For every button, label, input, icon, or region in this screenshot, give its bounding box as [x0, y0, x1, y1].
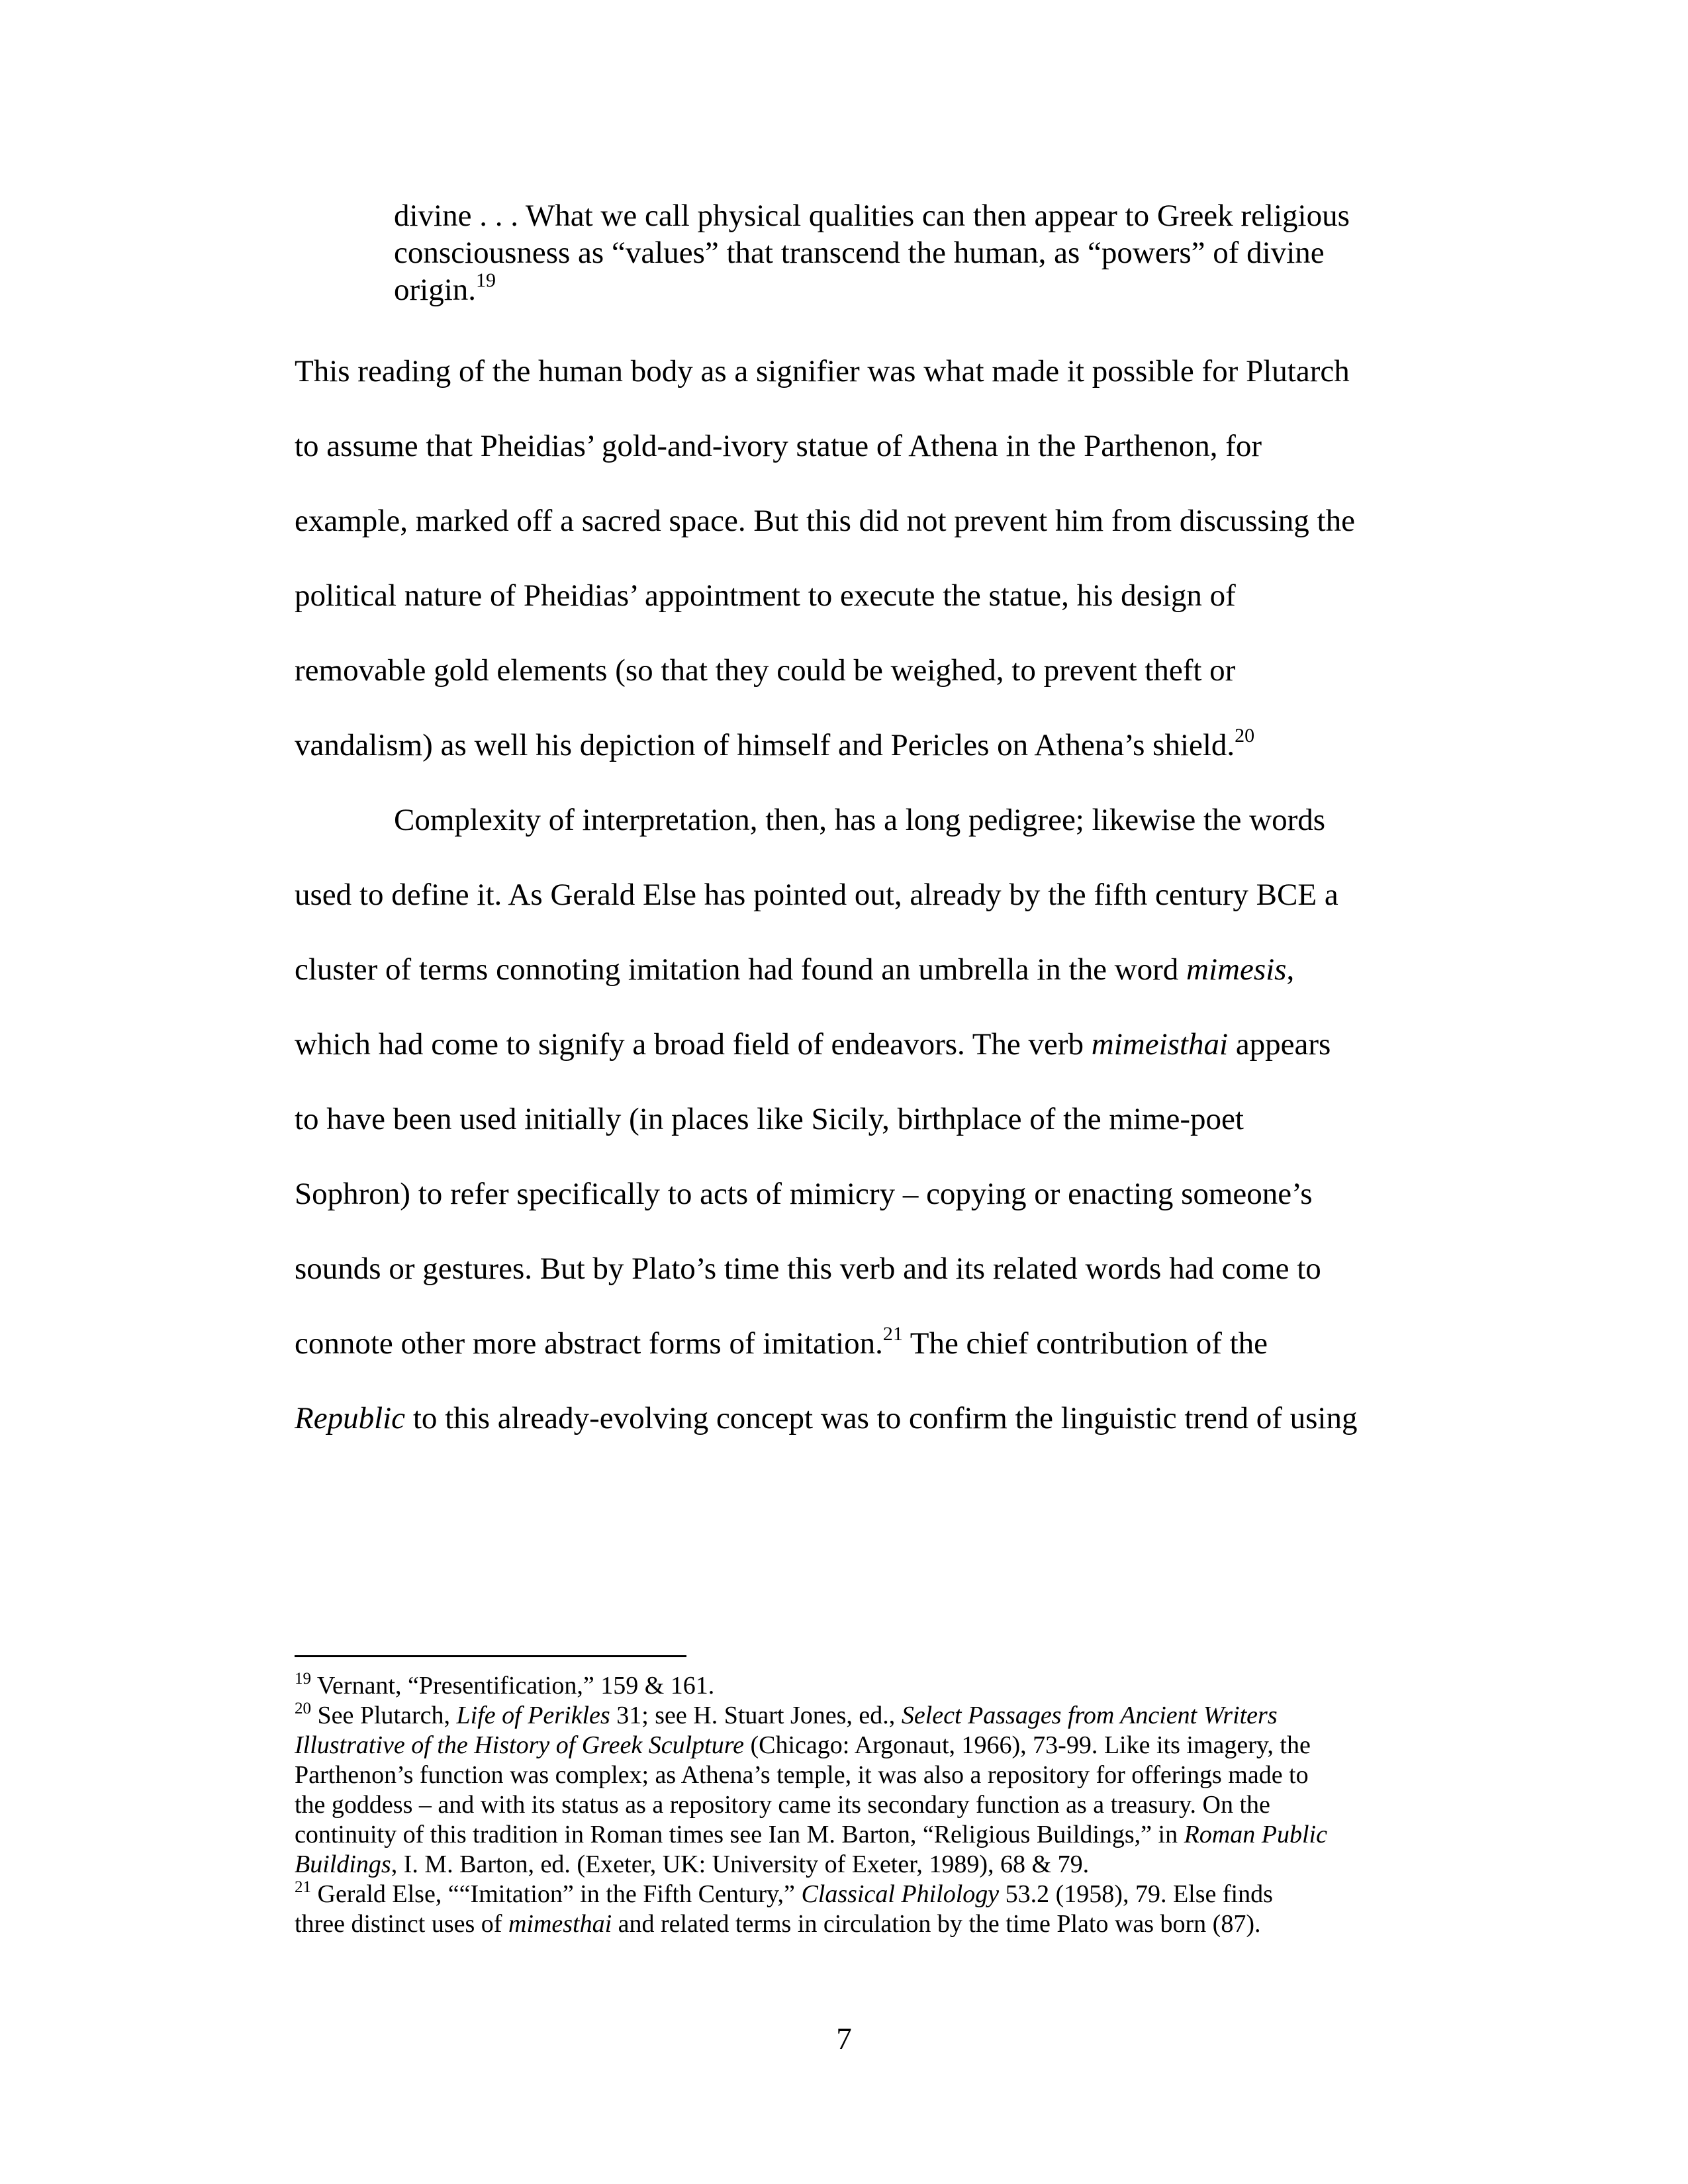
- text-line: [295, 933, 1433, 1007]
- quote-line: [394, 271, 1427, 308]
- footnote-line: [295, 1820, 1433, 1850]
- footnote-text: three distinct uses of: [295, 1910, 508, 1938]
- footnote-text: and related terms in circulation by the time Plato was born (87).: [612, 1910, 1261, 1938]
- footnote-line: [295, 1850, 1433, 1880]
- text-segment: which had come to signify a broad field of endeavors. The verb: [295, 1027, 1092, 1062]
- text-line: example, marked off a sacred space. But this did not prevent him from discussing the: [295, 504, 1355, 538]
- quote-line: consciousness as “values” that transcend the human, as “powers” of divine: [394, 236, 1325, 270]
- footnote-text: (Chicago: Argonaut, 1966), 73-99. Like its imagery, the: [743, 1731, 1311, 1759]
- footnote-20: [295, 1701, 1433, 1880]
- italic-title: Life of Perikles: [456, 1702, 610, 1729]
- text-line: sounds or gestures. But by Plato’s time this verb and its related words had come to: [295, 1251, 1321, 1286]
- text-line: to assume that Pheidias’ gold-and-ivory statue of Athena in the Parthenon, for: [295, 429, 1262, 463]
- paragraph-2: [295, 783, 1433, 1456]
- text-line: Sophron) to refer specifically to acts of mimicry – copying or enacting someone’s: [295, 1177, 1313, 1211]
- text-line: political nature of Pheidias’ appointment to execute the statue, his design of: [295, 578, 1236, 613]
- footnote-line: the goddess – and with its status as a repository came its secondary function as a treasury. On the: [295, 1791, 1270, 1819]
- text-line: Complexity of interpretation, then, has a long pedigree; likewise the words: [394, 803, 1326, 837]
- italic-term-mimeisthai: mimeisthai: [1091, 1027, 1229, 1062]
- italic-title: Roman Public: [1184, 1821, 1327, 1848]
- text-line: [295, 1306, 1433, 1381]
- footnote-text: Gerald Else, ““Imitation” in the Fifth Century,”: [311, 1880, 802, 1908]
- footnote-separator: [295, 1655, 686, 1657]
- text-line: [295, 708, 1433, 783]
- text-line: to have been used initially (in places like Sicily, birthplace of the mime-poet: [295, 1102, 1244, 1136]
- text-segment: cluster of terms connoting imitation had found an umbrella in the word: [295, 952, 1187, 987]
- footnote-text: continuity of this tradition in Roman times see Ian M. Barton, “Religious Buildings,” in: [295, 1821, 1184, 1848]
- text-segment: ,: [1286, 952, 1295, 987]
- footnote-line: [295, 1731, 1433, 1760]
- footnote-text: Vernant, “Presentification,” 159 & 161.: [311, 1672, 715, 1700]
- italic-term: mimesthai: [508, 1910, 612, 1938]
- footnote-text: , I. M. Barton, ed. (Exeter, UK: University of Exeter, 1989), 68 & 79.: [391, 1850, 1090, 1878]
- footnote-21: [295, 1880, 1433, 1939]
- paragraph-1: [295, 334, 1433, 783]
- text-segment: connote other more abstract forms of imitation.: [295, 1326, 883, 1361]
- quote-text: origin.: [394, 273, 477, 307]
- text-line: [295, 1007, 1433, 1082]
- footnote-number: 20: [295, 1700, 311, 1717]
- text-line: [295, 1381, 1433, 1456]
- italic-title: Illustrative of the History of Greek Sculpture: [295, 1731, 744, 1759]
- footnote-line: [295, 1909, 1433, 1939]
- footnote-line: Parthenon’s function was complex; as Athena’s temple, it was also a repository for offerings made to: [295, 1761, 1309, 1789]
- italic-term-mimesis: mimesis: [1186, 952, 1287, 987]
- text-line: This reading of the human body as a signifier was what made it possible for Plutarch: [295, 354, 1350, 388]
- text-line: removable gold elements (so that they could be weighed, to prevent theft or: [295, 653, 1236, 688]
- italic-title: Classical Philology: [801, 1880, 1000, 1908]
- footnotes: [295, 1671, 1433, 1939]
- footnote-text: 31; see H. Stuart Jones, ed.,: [610, 1702, 902, 1729]
- footnote-line: [295, 1880, 1433, 1909]
- italic-title: Select Passages from Ancient Writers: [901, 1702, 1278, 1729]
- footnote-ref-19[interactable]: 19: [476, 269, 496, 291]
- body-text: [295, 334, 1433, 1456]
- footnote-text: See Plutarch,: [311, 1702, 457, 1729]
- text-segment: The chief contribution of the: [902, 1326, 1268, 1361]
- block-quote: [394, 197, 1427, 308]
- text-segment: vandalism) as well his depiction of himself and Pericles on Athena’s shield.: [295, 728, 1235, 762]
- footnote-number: 19: [295, 1670, 311, 1688]
- footnote-ref-21[interactable]: 21: [882, 1323, 903, 1345]
- footnote-line: [295, 1701, 1433, 1731]
- italic-title: Buildings: [295, 1850, 391, 1878]
- footnote-text: 53.2 (1958), 79. Else finds: [999, 1880, 1273, 1908]
- footnote-ref-20[interactable]: 20: [1235, 725, 1255, 747]
- quote-line: divine . . . What we call physical qualities can then appear to Greek religious: [394, 199, 1350, 233]
- text-segment: to this already-evolving concept was to confirm the linguistic trend of using: [405, 1401, 1358, 1435]
- footnote-line: [295, 1671, 1433, 1701]
- footnote-19: [295, 1671, 1433, 1701]
- text-segment: appears: [1228, 1027, 1331, 1062]
- footnote-number: 21: [295, 1878, 311, 1896]
- text-line: used to define it. As Gerald Else has pointed out, already by the fifth century BCE a: [295, 878, 1338, 912]
- italic-title-republic: Republic: [295, 1401, 406, 1435]
- page-number: 7: [836, 2022, 852, 2056]
